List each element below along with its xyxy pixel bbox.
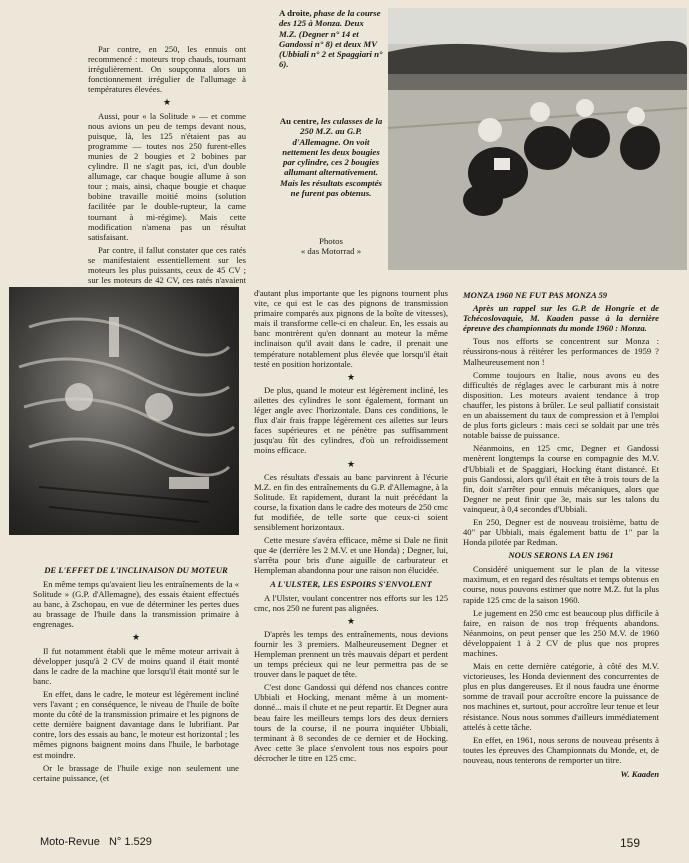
paragraph: Or le brassage de l'huile exige non seulement une certaine puissance, (et (33, 762, 239, 783)
star-separator: ★ (346, 371, 356, 382)
race-photo-illustration (388, 8, 687, 270)
page-number: 159 (620, 836, 641, 850)
issue-number: N° 1.529 (108, 836, 152, 848)
section-heading: MONZA 1960 NE FUT PAS MONZA 59 (463, 290, 608, 300)
caption-text: phase de la course des 125 à Monza. Deux M.Z. (Degner n° 14 et Gandossi n° 8) et deux MV (Ubbiali n° 2 et Spaggiari n° 6). (279, 8, 383, 70)
paragraph: Néanmoins, en 125 cmc, Degner et Gandossi menèrent longtemps la course en compagnie des M.V. d'Ubbiali et de Spaggiari, Hocking étant distancé. Et puis Gandossi, alors qu'il était en tête à trois tours de la fin, doit s'arrêter pour ennuis mécaniques, alors que Degner ne peut finir que 3e, mais sur les talons du vainqueur, à 0,4 secondes d'Ubbiali. (463, 443, 659, 514)
paragraph: Tous nos efforts se concentrent sur Monza : réussirons-nous à réitérer les performances de 1959 ? Malheureusement non ! (463, 336, 659, 367)
paragraph: Par contre, il fallut constater que ces ratés se manifestaient essentiellement sur les moteurs les plus puissants, ceux de 45 CV ; sur les moteurs de 42 CV, ces ratés n'avaient (88, 244, 246, 286)
paragraph: Ces résultats d'essais au banc parvinrent à l'écurie M.Z. en fin des entraînements du G.P. d'Allemagne, à la Solitude. Et rapidement, durant la nuit précédant la course, la fixation dans le cadre des moteurs de 250 cmc fut modifiée, de telle sorte que ceux-ci soient sensiblement horizontaux. (254, 471, 449, 533)
star-separator: ★ (162, 97, 172, 108)
column-1-bottom (33, 562, 239, 786)
section-heading: NOUS SERONS LA EN 1961 (508, 550, 614, 561)
engine-photo-illustration (9, 287, 239, 535)
paragraph: Considéré uniquement sur le plan de la vitesse maximum, et en regard des résultats et temps obtenus en course, nous pouvons estimer que notre M.Z. fut la plus rapide 125 cmc de la saison 1960. (463, 564, 659, 605)
paragraph: Cette mesure s'avéra efficace, même si Dale ne finit que 4e (derrière les 2 M.V. et une Honda) ; Degner, lui, s'arrêta pour bris d'une aiguille de carburateur et Hempleman abandonna pour une raison non élucidée. (254, 535, 448, 576)
magazine-title: Moto-Revue (40, 836, 100, 848)
paragraph: D'après les temps des entraînements, nous devions fournir les 3 premiers. Malheureusement Degner et Hempleman prennent un très mauvais départ et perdent un temps précieux qui ne leur permettra pas de se trouver dans le paquet de tête. (254, 628, 448, 680)
caption-prefix: A droite, (279, 8, 312, 18)
paragraph: Par contre, en 250, les ennuis ont recommencé : moteurs trop chauds, tournant irrégulièrement. On soupçonna alors un fonctionnement irrégulier de l'allumage à températures élevées. (88, 44, 246, 95)
column-1-top (88, 44, 246, 298)
paragraph: En 250, Degner est de nouveau troisième, battu de 40" par Ubbiali, mais également battu de 1" par la Honda pilotée par Redman. (463, 516, 659, 548)
section-heading: DE L'EFFET DE L'INCLINAISON DU MOTEUR (44, 565, 228, 575)
star-separator: ★ (346, 615, 356, 626)
race-photo (388, 8, 687, 270)
paragraph: Mais en cette dernière catégorie, à côté des M.V. victorieuses, les Honda deviennent des concurrentes de plus en plus dangereuses. Et il nous faudra une énorme somme de travail pour accroître encore la puissance de nos machines et, surtout, pour accroître leur tenue et leur résistance. Nous nous sommes d'ailleurs immédiatement attelés à cette tâche. (463, 661, 659, 732)
star-separator: ★ (346, 458, 356, 469)
paragraph: A l'Ulster, voulant concentrer nos efforts sur les 125 cmc, nos 250 ne furent pas alignées. (254, 592, 448, 613)
paragraph: d'autant plus importante que les pignons tournent plus vite, ce qui est le cas des pignons de transmission primaire comparés aux pignons de la boîte de vitesses), mais il transforme celle-ci en chaleur. En, les essais au banc montrèrent qu'en donnant au moteur la même inclinaison qu'il avait dans le cadre, il prenait une température notablement plus élevée que lorsqu'il était testé en position horizontale. (254, 288, 448, 369)
paragraph: En effet, en 1961, nous serons de nouveau présents à toutes les épreuves des Championnats du Monde, et, de nouveau, nous tenterons de remporter un titre. (463, 734, 659, 765)
caption-race (279, 8, 383, 70)
paragraph: Aussi, pour « la Solitude » — et comme nous avions un peu de temps devant nous, puisque, là, les 125 n'étaient pas au programme — toutes nos 250 furent-elles munies de 2 bougies et 2 bobines par cylindre. Il ne s'agit pas, ici, d'un double allumage, car chaque bougie allume à son tour ; mais, ainsi, chaque bougie et chaque bobine travaille moitié moins (solution facilitée par le double-rupteur, la came tournant à mi-régime). Mais cette modification n'amena pas un résultat satisfaisant. (88, 110, 246, 242)
paragraph: Le jugement en 250 cmc est beaucoup plus difficile à faire, en raison de nos trop fréquents abandons. Néanmoins, on peut penser que les 250 M.V. de 1960 développaient 1 à 2 CV de plus que nos propres machines. (463, 607, 659, 658)
star-separator: ★ (131, 632, 141, 643)
paragraph: Il fut notamment établi que le même moteur arrivait à développer jusqu'à 2 CV de moins quand il était monté dans le cadre de la machine que lorsqu'il était monté sur le banc. (33, 645, 239, 686)
footer-magazine (40, 836, 152, 848)
author-signature: W. Kaaden (620, 769, 659, 780)
column-2 (254, 288, 448, 766)
caption-center (279, 116, 383, 198)
lead-paragraph: Après un rappel sur les G.P. de Hongrie et de Tchécoslovaquie, M. Kaaden passe à la dernière épreuve des championnats du monde 1960 : Monza. (463, 303, 659, 334)
column-3 (463, 288, 659, 779)
paragraph: En même temps qu'avaient lieu les entraînements de la « Solitude » (G.P. d'Allemagne), des essais étaient effectués au banc, à Zschopau, en vue de déterminer les pertes dues au brassage de l'huile dans la transmission primaire à engrenages. (33, 579, 239, 630)
photo-credit: Photos « das Motorrad » (300, 236, 362, 257)
paragraph: Comme toujours en Italie, nous avons eu des difficultés de réglages avec le carburant mis à notre disposition. Les moteurs avaient tendance à trop chauffer, les pistons à brûler. Le seul palliatif consistait en un abaissement du taux de compression et à l'emploi de plus forts gicleurs : mais ceci se soldait par une très notable baisse de puissance. (463, 369, 659, 441)
section-heading: A L'ULSTER, LES ESPOIRS S'ENVOLENT (270, 578, 432, 589)
engine-photo (9, 287, 239, 535)
paragraph: De plus, quand le moteur est légèrement incliné, les ailettes des cylindres le sont également, formant un léger angle avec l'horizontale. Dans ces conditions, le flux d'air frais frappe légèrement ces ailettes sur leurs faces supérieures et ne pénètre pas suffisamment jusqu'au fût des cylindres, d'où un refroidissement moins efficace. (254, 384, 448, 456)
caption-prefix: Au centre, (279, 116, 319, 126)
paragraph: C'est donc Gandossi qui défend nos chances contre Ubbiali et Hocking, menant même à un moment-donné... mais il chute et ne peut repartir. Et Degner aura beau faire les meilleurs temps lors des deux derniers tours de la course, il ne pourra inquiéter Ubbiali, terminant à 8 secondes de ce dernier et de Hocking. Avec cette 3e place s'envolent tous nos espoirs pour décrocher le titre en 125 cmc. (254, 682, 448, 763)
paragraph: En effet, dans le cadre, le moteur est légèrement incliné vers l'avant ; en conséquence, le niveau de l'huile de boîte monte du côté de la transmission primaire et les pignons de cette dernière baignent davantage dans le lubrifiant. Par contre, lors des essais au banc, le moteur est horizontal ; les mêmes pignons baignent moins dans l'huile, le barbotage est moindre. (33, 688, 239, 760)
caption-text: les culasses de la 250 M.Z. au G.P. d'Allemagne. On voit nettement les deux bougies par cylindre, ces 2 bougies allumant alternativement. Mais les résultats escomptés ne furent pas obtenus. (280, 116, 383, 199)
